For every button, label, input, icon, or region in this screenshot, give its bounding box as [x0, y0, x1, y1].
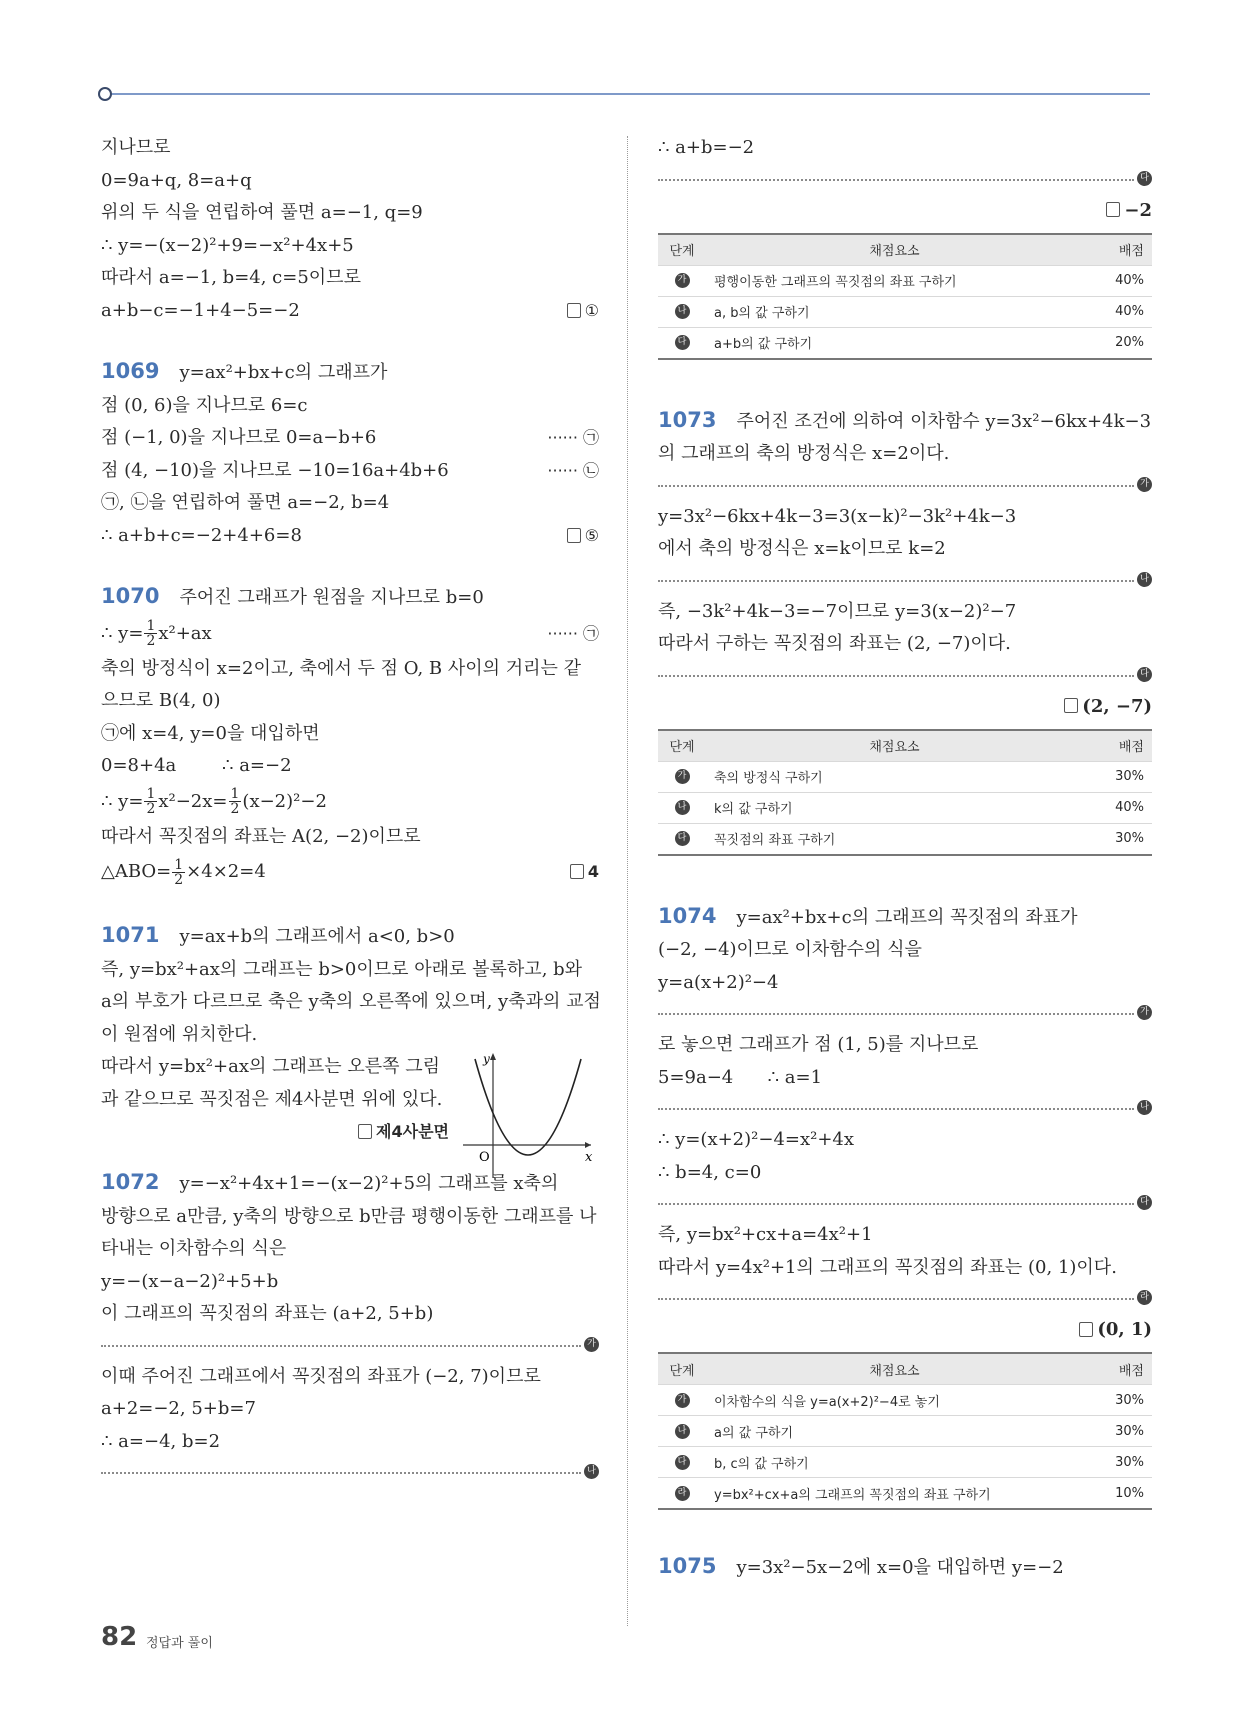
problem-1073: 1073 주어진 조건에 의하여 이차함수 y=3x²−6kx+4k−3 의 그래프의 축의 방정식은 x=2이다. 가 y=3x²−6kx+4k−3=3(x−k)²−3k²+4k−3 에서 축의 방정식은 x=k이므로 k=2 나 즉, −3k²+4k−3=−7이므로 y=3(x−2)²−7 따라서 구하는 꼭짓점의 좌표는 (2, −7)이다. 다 (2, −7) 단계 채점요소 배점 가 축의 방정식 구하기 30% 나 k의 값 구하기 40% 다 꼭짓점의 좌표 구하기 30% — [658, 404, 1152, 856]
text-line: 방향으로 a만큼, y축의 방향으로 b만큼 평행이동한 그래프를 나 — [101, 1205, 597, 1227]
text-line: ∴ b=4, c=0 — [658, 1161, 762, 1183]
text-line: ∴ a=−4, b=2 — [101, 1430, 221, 1452]
text-line: 이 원점에 위치한다. — [101, 1023, 258, 1045]
footer-label: 정답과 풀이 — [146, 1636, 213, 1651]
scoring-table: 단계 채점요소 배점 가 평행이동한 그래프의 꼭짓점의 좌표 구하기 40% 나 a, b의 값 구하기 40% 다 a+b의 값 구하기 20% — [658, 233, 1152, 360]
answer-icon — [567, 528, 581, 543]
table-row: 다 b, c의 값 구하기 30% — [658, 1447, 1152, 1478]
problem-1069: 1069 y=ax²+bx+c의 그래프가 점 (0, 6)을 지나므로 6=c 점 (−1, 0)을 지나므로 0=a−b+6 ······ ㉠ 점 (4, −10)을 지나므로 −10=16a+4b+6 ······ ㉡ ㉠, ㉡을 연립하여 풀면 a=−2, b=4 ∴ a+b+c=−2+4+6=8 ⑤ — [101, 355, 599, 552]
text-line: 0=8+4a ∴ a=−2 — [101, 755, 292, 776]
step-badge: 다 — [1137, 1195, 1152, 1210]
column-divider — [627, 136, 628, 1626]
step-badge: 가 — [584, 1337, 599, 1352]
step-separator — [658, 999, 1152, 1029]
problem-number: 1072 — [101, 1170, 160, 1194]
fraction: $\frac{1}{2}$ — [146, 618, 156, 649]
fraction: $\frac{1}{2}$ — [146, 786, 156, 817]
answer-mark: ⑤ — [567, 520, 599, 553]
text-line: 이때 주어진 그래프에서 꼭짓점의 좌표가 (−2, 7)이므로 — [101, 1365, 541, 1387]
text-line: 0=9a+q, 8=a+q — [101, 169, 252, 191]
x-label: x — [585, 1150, 593, 1165]
step-badge: 나 — [1137, 572, 1152, 587]
text-line: ∴ y=(x+2)²−4=x²+4x — [658, 1129, 855, 1150]
text-line: ∴ y= $\frac{1}{2}$ x²−2x= $\frac{1}{2}$ (x−2)²−2 — [101, 786, 327, 817]
step-separator — [658, 661, 1152, 691]
text-line: 으므로 B(4, 0) — [101, 690, 221, 711]
text-line: 위의 두 식을 연립하여 풀면 a=−1, q=9 — [101, 202, 423, 223]
step-separator — [658, 1189, 1152, 1219]
problem-number: 1074 — [658, 903, 717, 928]
text-line: 점 (0, 6)을 지나므로 6=c — [101, 394, 308, 416]
problem-number: 1069 — [101, 359, 160, 383]
step-separator — [101, 1331, 599, 1361]
answer-mark: (2, −7) — [658, 691, 1152, 723]
table-row: 나 a, b의 값 구하기 40% — [658, 296, 1152, 327]
text-line: (−2, −4)이므로 이차함수의 식을 — [658, 939, 922, 960]
scoring-table: 단계 채점요소 배점 가 이차함수의 식을 y=a(x+2)²−4로 놓기 30% 나 a의 값 구하기 30% 다 b, c의 값 구하기 30% 라 y=bx²+cx+a의 그래프의 꼭짓점의 좌표 구하기 10% — [658, 1352, 1152, 1510]
answer-mark: −2 — [658, 195, 1152, 227]
step-badge: 가 — [1137, 1005, 1152, 1020]
table-row: 가 축의 방정식 구하기 30% — [658, 761, 1152, 792]
problem-number: 1075 — [658, 1554, 717, 1578]
text-line: 즉, −3k²+4k−3=−7이므로 y=3(x−2)²−7 — [658, 600, 1017, 622]
text-line: 따라서 y=4x²+1의 그래프의 꼭짓점의 좌표는 (0, 1)이다. — [658, 1256, 1117, 1278]
answer-icon — [358, 1124, 372, 1139]
header-dot — [98, 87, 112, 101]
step-separator — [658, 566, 1152, 596]
text-line: △ABO= $\frac{1}{2}$ ×4×2=4 4 — [101, 853, 599, 891]
solution-continued — [101, 132, 599, 327]
table-row: 다 꼭짓점의 좌표 구하기 30% — [658, 823, 1152, 855]
answer-mark: (0, 1) — [658, 1314, 1152, 1346]
table-row: 가 이차함수의 식을 y=a(x+2)²−4로 놓기 30% — [658, 1385, 1152, 1416]
text-line: 5=9a−4 ∴ a=1 — [658, 1066, 823, 1088]
text-line: ㉠, ㉡을 연립하여 풀면 a=−2, b=4 — [101, 492, 390, 513]
text-line: a+b−c=−1+4−5=−2 ① — [101, 295, 599, 328]
text-line: 점 (4, −10)을 지나므로 −10=16a+4b+6 ······ ㉡ — [101, 459, 599, 481]
table-row: 가 평행이동한 그래프의 꼭짓점의 좌표 구하기 40% — [658, 265, 1152, 296]
text-line: 의 그래프의 축의 방정식은 x=2이다. — [658, 443, 950, 464]
text-line: ∴ a+b+c=−2+4+6=8 ⑤ — [101, 520, 599, 553]
answer-icon — [567, 303, 581, 318]
answer-icon — [570, 864, 584, 879]
step-badge: 라 — [1137, 1290, 1152, 1305]
text-line: 로 놓으면 그래프가 점 (1, 5)를 지나므로 — [658, 1034, 979, 1055]
step-separator — [658, 165, 1152, 195]
text-line: 따라서 구하는 꼭짓점의 좌표는 (2, −7)이다. — [658, 633, 1011, 654]
text-line: a의 부호가 다르므로 축은 y축의 오른쪽에 있으며, y축과의 교점 — [101, 991, 601, 1012]
answer-icon — [1106, 202, 1120, 217]
step-badge: 가 — [1137, 477, 1152, 492]
text-line: y=a(x+2)²−4 — [658, 971, 779, 993]
text-line: 즉, y=bx²+ax의 그래프는 b>0이므로 아래로 볼록하고, b와 — [101, 958, 583, 980]
answer-mark: 4 — [570, 853, 599, 891]
text-line: y=3x²−6kx+4k−3=3(x−k)²−3k²+4k−3 — [658, 505, 1017, 527]
text-line: ∴ y= $\frac{1}{2}$ x²+ax ······ ㉠ — [101, 618, 599, 649]
x-axis-arrow — [585, 1142, 591, 1148]
answer-mark: 제4사분면 — [358, 1116, 449, 1149]
step-badge: 다 — [1137, 667, 1152, 682]
step-separator — [658, 1094, 1152, 1124]
table-row: 나 a의 값 구하기 30% — [658, 1416, 1152, 1447]
header-rule — [104, 93, 1150, 95]
text-line: 즉, y=bx²+cx+a=4x²+1 — [658, 1224, 873, 1245]
fraction: $\frac{1}{2}$ — [230, 786, 240, 817]
text-line: 따라서 y=bx²+ax의 그래프는 오른쪽 그림 — [101, 1056, 441, 1077]
text-line: 따라서 꼭짓점의 좌표는 A(2, −2)이므로 — [101, 825, 421, 847]
text-line: 따라서 a=−1, b=4, c=5이므로 — [101, 267, 361, 288]
problem-number: 1071 — [101, 923, 160, 947]
problem-1075: 1075 y=3x²−5x−2에 x=0을 대입하면 y=−2 — [658, 1554, 1064, 1578]
text-line: y=−(x−a−2)²+5+b — [101, 1270, 279, 1292]
answer-icon — [1079, 1322, 1093, 1337]
left-column — [101, 132, 599, 1488]
text-line: ∴ a+b=−2 — [658, 137, 755, 158]
text-line: ∴ y=−(x−2)²+9=−x²+4x+5 — [101, 234, 354, 256]
page-number: 82 — [101, 1622, 138, 1652]
text-line: 타내는 이차함수의 식은 — [101, 1238, 287, 1259]
text-line: 에서 축의 방정식은 x=k이므로 k=2 — [658, 538, 946, 559]
answer-icon — [1064, 698, 1078, 713]
text-line: 축의 방정식이 x=2이고, 축에서 두 점 O, B 사이의 거리는 같 — [101, 657, 582, 679]
problem-1072: 1072 y=−x²+4x+1=−(x−2)²+5의 그래프를 x축의 방향으로 a만큼, y축의 방향으로 b만큼 평행이동한 그래프를 나 타내는 이차함수의 식은 y=−(x−a−2)²+5+b 이 그래프의 꼭짓점의 좌표는 (a+2, 5+b) 가 이때 주어진 그래프에서 꼭짓점의 좌표가 (−2, 7)이므로 a+2=−2, 5+b=7 ∴ a=−4, b=2 나 — [101, 1166, 599, 1488]
step-separator — [658, 471, 1152, 501]
text-line: 지나므로 — [101, 137, 171, 158]
text-line: a+2=−2, 5+b=7 — [101, 1398, 256, 1419]
right-column — [658, 132, 1152, 1585]
problem-1074: 1074 y=ax²+bx+c의 그래프의 꼭짓점의 좌표가 (−2, −4)이므로 이차함수의 식을 y=a(x+2)²−4 가 로 놓으면 그래프가 점 (1, 5)를 지나므로 5=9a−4 ∴ a=1 나 ∴ y=(x+2)²−4=x²+4x ∴ b=4, c=0 다 즉, y=bx²+cx+a=4x²+1 따라서 y=4x²+1의 그래프의 꼭짓점의 좌표는 (0, 1)이다. 라 (0, 1) 단계 채점요소 배점 가 이차함수의 식을 y=a(x+2)²−4로 놓기 30% 나 a의 값 구하기 30% 다 b, c의 값 구하기 30% 라 y=bx²+cx+a의 그래프의 꼭짓점의 좌표 구하기 10% — [658, 900, 1152, 1511]
text-line: 과 같으므로 꼭짓점은 제4사분면 위에 있다. — [101, 1088, 443, 1110]
text-line: ㉠에 x=4, y=0을 대입하면 — [101, 722, 320, 744]
step-badge: 나 — [584, 1464, 599, 1479]
step-separator — [101, 1458, 599, 1488]
origin-label: O — [479, 1150, 490, 1165]
y-label: y — [483, 1052, 490, 1066]
step-badge: 다 — [1137, 171, 1152, 186]
problem-1072-continued — [658, 132, 1152, 360]
problem-1071: 1071 y=ax+b의 그래프에서 a<0, b>0 즉, y=bx²+ax의 그래프는 b>0이므로 아래로 볼록하고, b와 a의 부호가 다르므로 축은 y축의 오른쪽에 있으며, y축과의 교점 이 원점에 위치한다. y x O 따라서 y=bx²+ax의 그래프는 오른쪽 그림 과 같으므로 꼭짓점은 제4사분면 위에 있다. 제4사분면 — [101, 919, 599, 1116]
scoring-table: 단계 채점요소 배점 가 축의 방정식 구하기 30% 나 k의 값 구하기 40% 다 꼭짓점의 좌표 구하기 30% — [658, 729, 1152, 856]
problem-number: 1070 — [101, 584, 160, 608]
step-separator — [658, 1284, 1152, 1314]
text-line: 점 (−1, 0)을 지나므로 0=a−b+6 ······ ㉠ — [101, 427, 599, 448]
problem-number: 1073 — [658, 407, 717, 432]
table-row: 다 a+b의 값 구하기 20% — [658, 327, 1152, 359]
answer-mark: ① — [567, 295, 599, 328]
step-badge: 나 — [1137, 1100, 1152, 1115]
fraction: $\frac{1}{2}$ — [174, 856, 184, 888]
table-row: 라 y=bx²+cx+a의 그래프의 꼭짓점의 좌표 구하기 10% — [658, 1478, 1152, 1510]
problem-1070: 1070 주어진 그래프가 원점을 지나므로 b=0 ∴ y= $\frac{1}{2}$ x²+ax ······ ㉠ 축의 방정식이 x=2이고, 축에서 두 점 O, B 사이의 거리는 같 으므로 B(4, 0) ㉠에 x=4, y=0을 대입하면 0=8+4a ∴ a=−2 ∴ y= $\frac{1}{2}$ x²−2x= $\frac{1}{2}$ (x−2)²−2 따라서 꼭짓점의 좌표는 A(2, −2)이므로 △ABO= $\frac{1}{2}$ ×4×2=4 4 — [101, 580, 599, 891]
text-line: 이 그래프의 꼭짓점의 좌표는 (a+2, 5+b) — [101, 1303, 434, 1324]
table-row: 나 k의 값 구하기 40% — [658, 792, 1152, 823]
